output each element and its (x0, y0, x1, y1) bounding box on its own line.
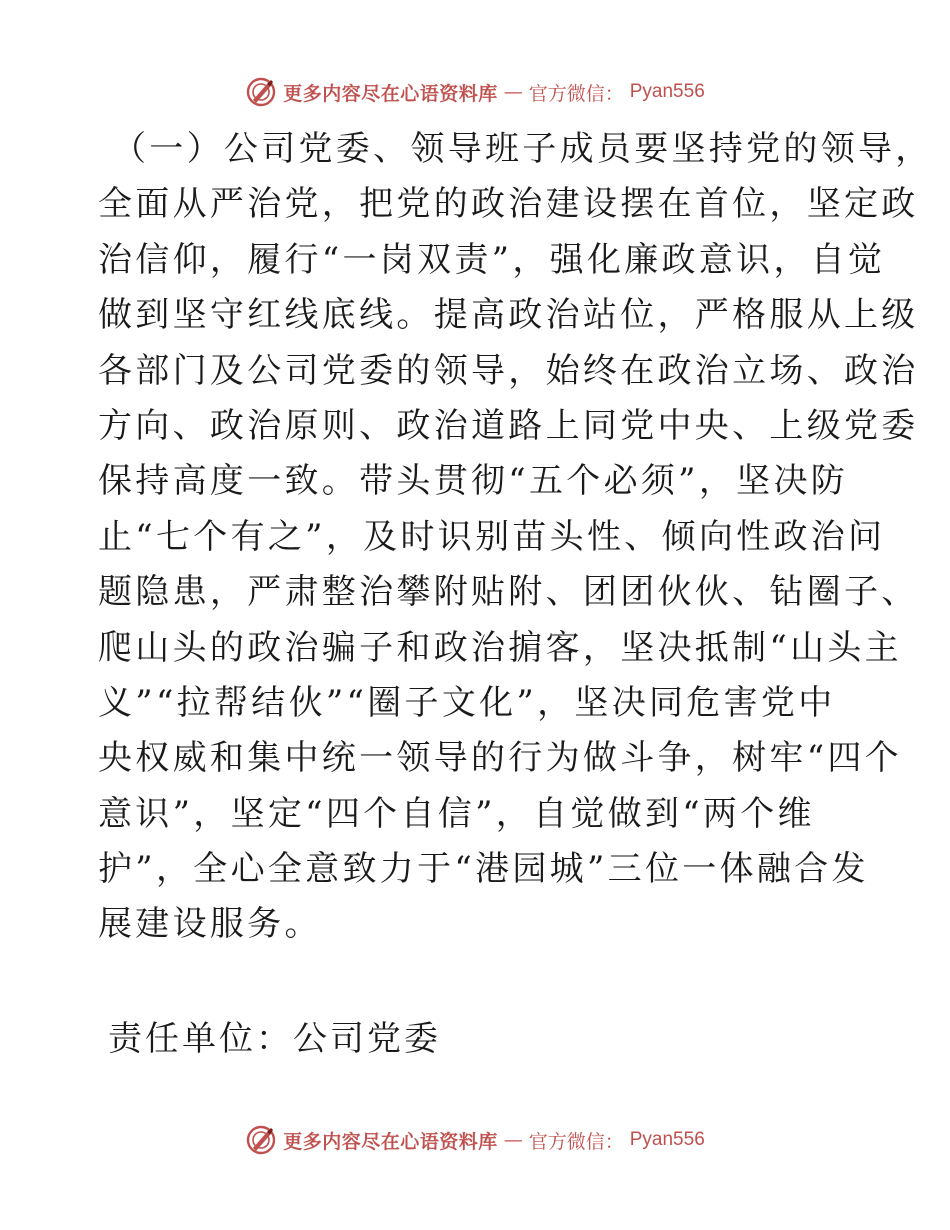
paragraph-line: 止“七个有之”，及时识别苗头性、倾向性政治问 (98, 516, 886, 557)
paragraph-line: （一）公司党委、领导班子成员要坚持党的领导， (112, 129, 933, 169)
watermark-wechat-label: 官方微信： (528, 82, 624, 105)
paragraph-line: 展建设服务。 (98, 904, 322, 945)
watermark-text: 更多内容尽在心语资料库 (283, 82, 498, 105)
watermark-separator: — (503, 81, 523, 103)
watermark-separator: — (503, 1129, 523, 1151)
paragraph-line: 全面从严治党，把党的政治建设摆在首位，坚定政 (98, 184, 919, 225)
paragraph-line: 意识”，坚定“四个自信”，自觉做到“两个维 (98, 793, 815, 834)
paragraph-line: 题隐患，严肃整治攀附贴附、团团伙伙、钻圈子、 (98, 572, 919, 613)
brush-logo-icon (245, 76, 277, 108)
paragraph-line: 护”，全心全意致力于“港园城”三位一体融合发 (98, 849, 869, 890)
watermark-wechat-id: Pyan556 (629, 81, 705, 102)
brush-logo-icon (245, 1124, 277, 1156)
paragraph-line: 治信仰，履行“一岗双责”，强化廉政意识，自觉 (98, 239, 886, 280)
watermark-header (0, 72, 950, 112)
paragraph-line: 保持高度一致。带头贯彻“五个必须”，坚决防 (98, 461, 849, 502)
paragraph-line: 爬山头的政治骗子和政治掮客，坚决抵制“山头主 (98, 627, 902, 668)
document-paragraph (98, 122, 933, 953)
paragraph-line: 央权威和集中统一领导的行为做斗争，树牢“四个 (98, 738, 902, 779)
watermark-wechat-id: Pyan556 (629, 1129, 705, 1150)
watermark-wechat-label: 官方微信： (528, 1130, 624, 1153)
paragraph-line: 各部门及公司党委的领导，始终在政治立场、政治 (98, 350, 919, 391)
paragraph-line: 做到坚守红线底线。提高政治站位，严格服从上级 (98, 295, 919, 336)
watermark-text: 更多内容尽在心语资料库 (283, 1130, 498, 1153)
responsible-unit: 责任单位：公司党委 (108, 1019, 441, 1059)
watermark-footer (0, 1120, 950, 1160)
paragraph-line: 义”“拉帮结伙”“圈子文化”，坚决同危害党中 (98, 682, 836, 723)
paragraph-line: 方向、政治原则、政治道路上同党中央、上级党委 (98, 405, 919, 446)
